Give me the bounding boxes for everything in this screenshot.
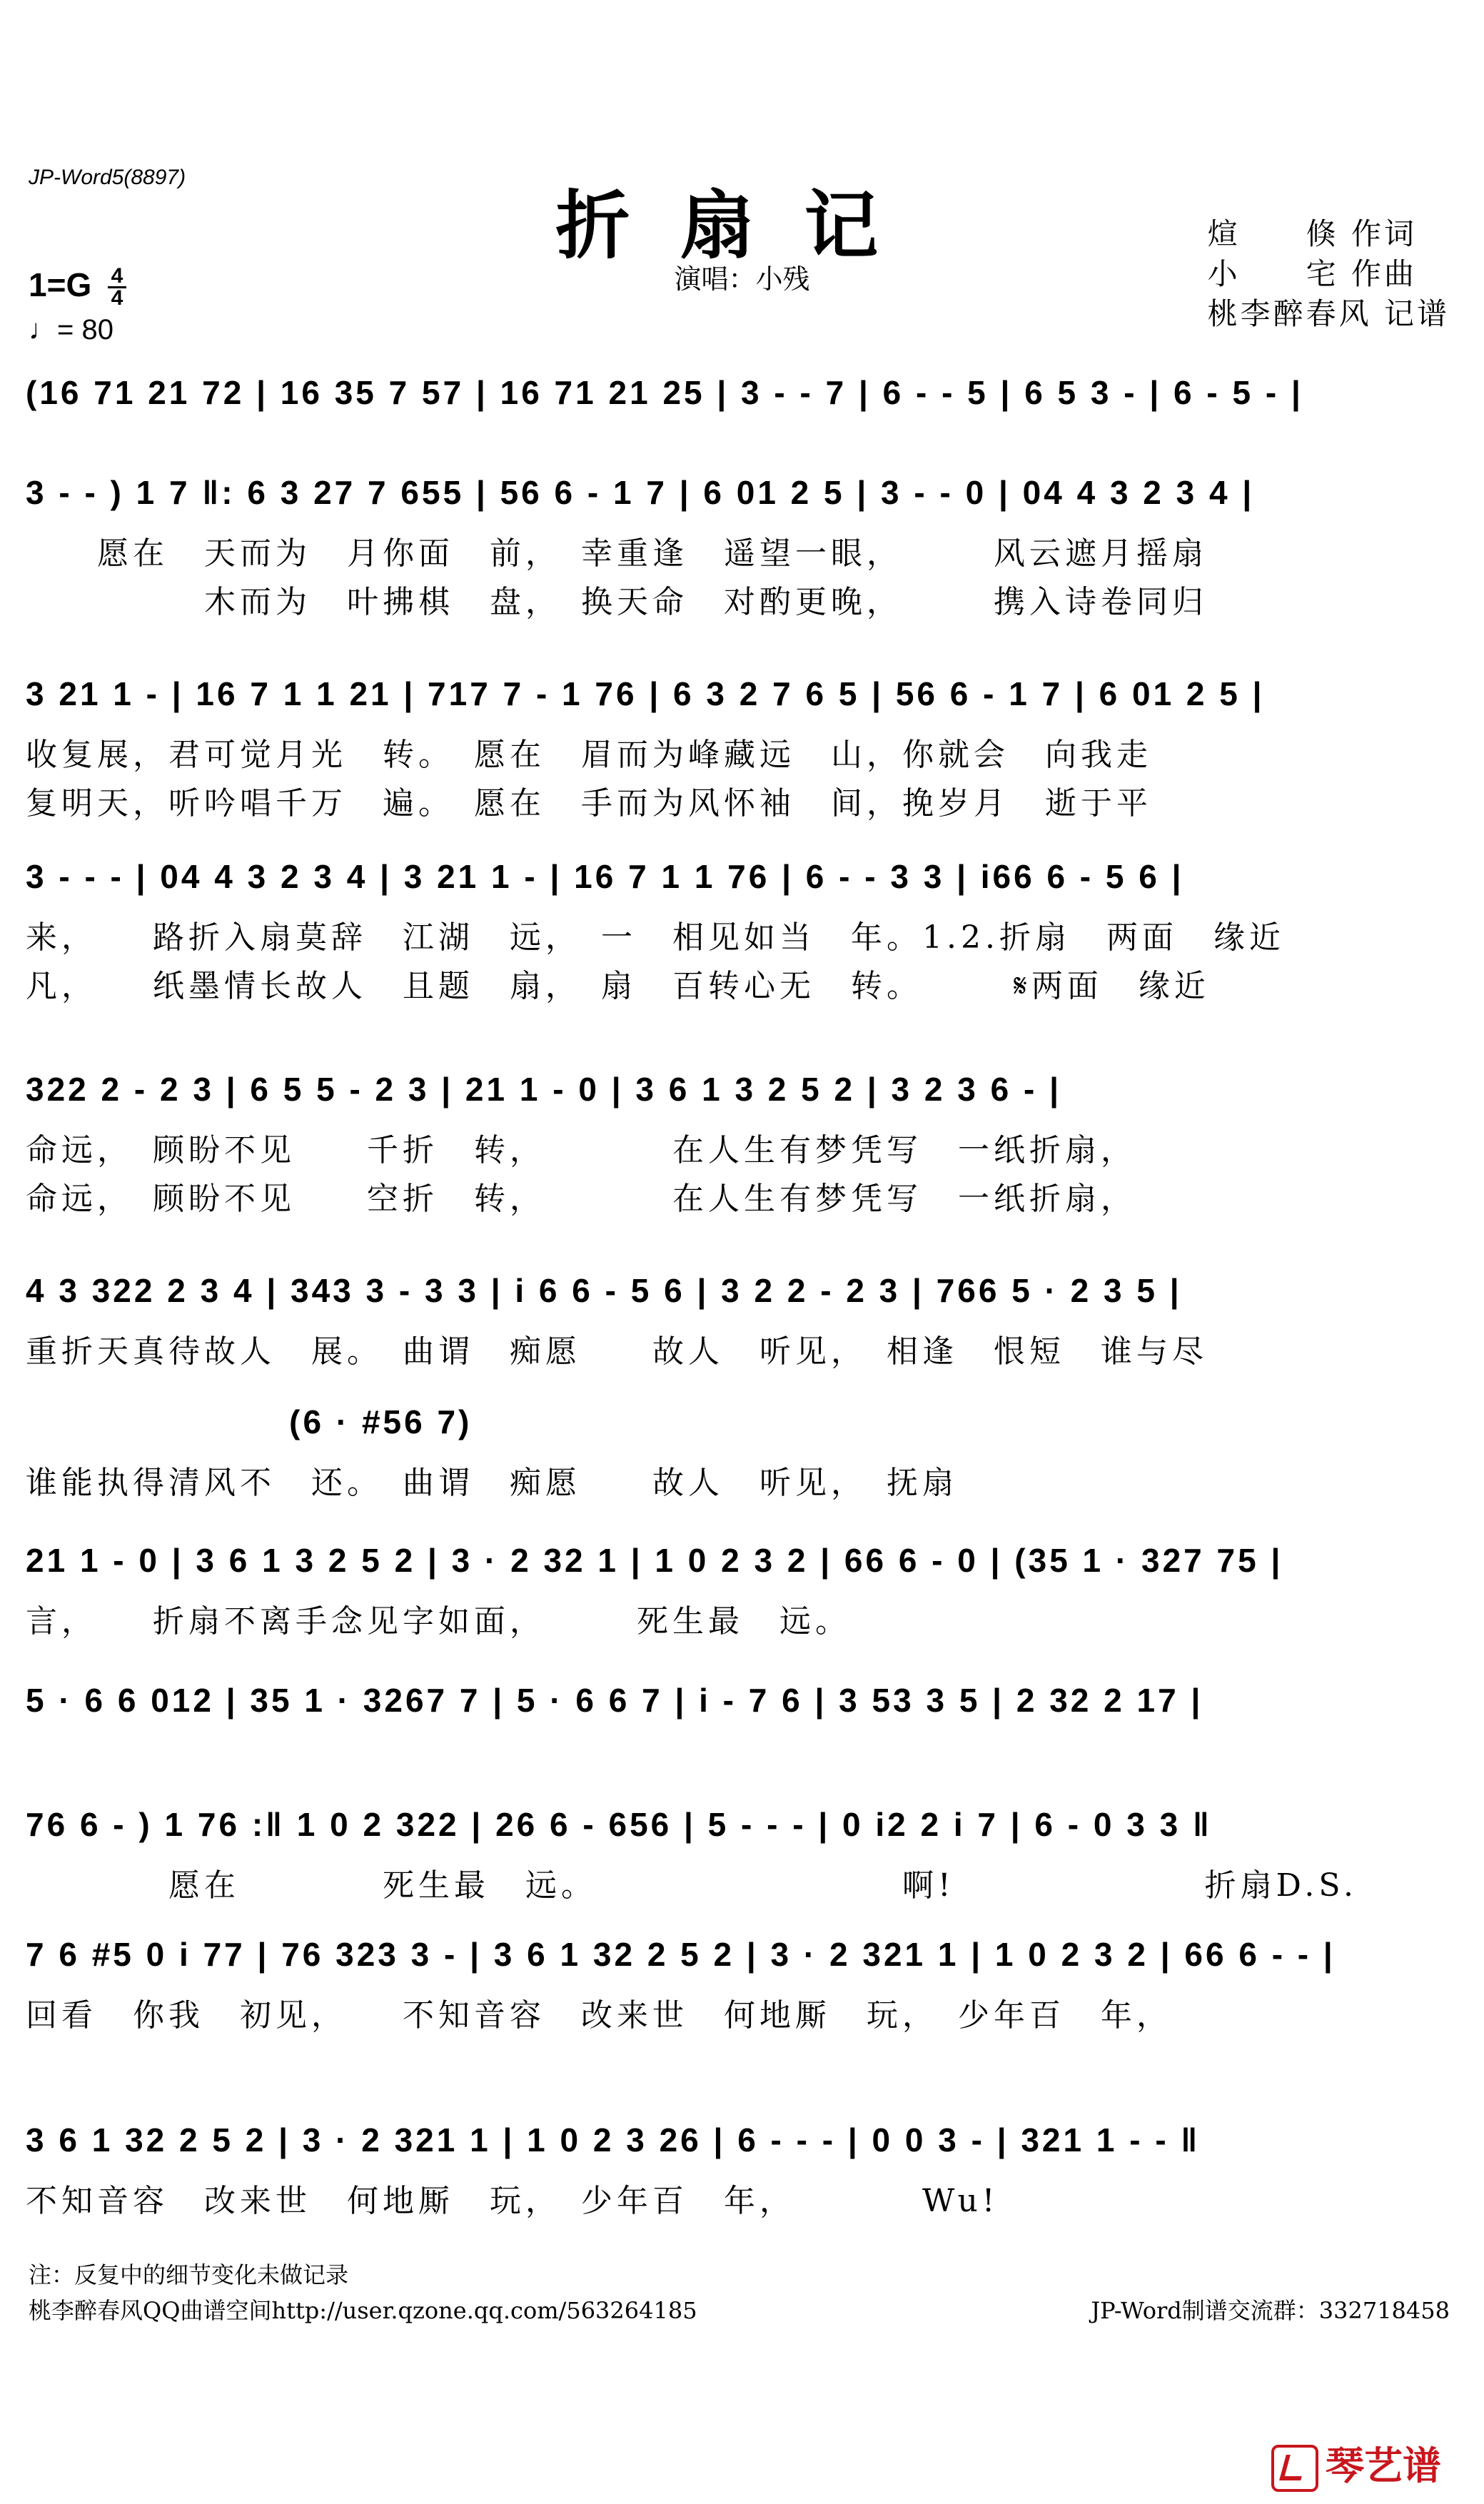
time-bottom: 4 <box>111 286 123 311</box>
brand-logo <box>1271 2435 1441 2492</box>
footer-note: 注：反复中的细节变化未做记录 <box>29 2261 349 2288</box>
lyric-line-2: 复明天，听吟唱千万 遍。 愿在 手而为风怀袖 间，挽岁月 逝于平 <box>26 785 1152 822</box>
lyric-line-1: 来， 路折入扇莫辞 江湖 远， 一 相见如当 年。1.2.折扇 两面 缘近 <box>26 919 1285 956</box>
score-system <box>26 2117 1459 2274</box>
lyric-line-1: 言， 折扇不离手念见字如面， 死生最 远。 <box>26 1603 851 1640</box>
notation-line: 3 - - - | 04 4 3 2 3 4 | 3 21 1 - | 16 7 1 1 76 | 6 - - 3 3 | i66 6 - 5 6 | <box>26 858 1184 895</box>
lyric-line-1: 愿在 天而为 月你面 前， 幸重逢 遥望一眼， 风云遮月摇扇 <box>26 535 1208 572</box>
lyric-line-1: 命远， 顾盼不见 千折 转， 在人生有梦凭写 一纸折扇， <box>26 1132 1136 1168</box>
composer-credit: 小 宅 作曲 <box>1207 256 1417 291</box>
brand-mark-icon <box>1271 2445 1318 2492</box>
lyric-line-1: 回看 你我 初见， 不知音容 改来世 何地厮 玩， 少年百 年， <box>26 1997 1172 2034</box>
notation-line: 21 1 - 0 | 3 6 1 3 2 5 2 | 3 · 2 32 1 | 1 0 2 3 2 | 66 6 - 0 | (35 1 · 327 75 | <box>26 1542 1283 1579</box>
score-system <box>26 1399 1459 1556</box>
notation-line: 3 6 1 32 2 5 2 | 3 · 2 321 1 | 1 0 2 3 26 | 6 - - - | 0 0 3 - | 321 1 - - ‖ <box>26 2121 1201 2159</box>
notation-line: 322 2 - 2 3 | 6 5 5 - 2 3 | 21 1 - 0 | 3 6 1 3 2 5 2 | 3 2 3 6 - | <box>26 1071 1061 1108</box>
key-signature <box>29 264 126 311</box>
score-system <box>26 1932 1459 2089</box>
credits <box>1208 214 1450 334</box>
lyric-line-1 <box>26 1742 1459 1782</box>
lyric-line-1 <box>26 434 1459 474</box>
key-label: 1=G <box>29 266 92 303</box>
singer-credit: 演唱：小残 <box>674 263 810 295</box>
time-signature <box>108 264 126 311</box>
lyric-line-1: 收复展，君可觉月光 转。 愿在 眉而为峰藏远 山，你就会 向我走 <box>26 737 1152 773</box>
notation-line: 3 - - ) 1 7 ‖: 6 3 27 7 655 | 56 6 - 1 7 | 6 01 2 5 | 3 - - 0 | 04 4 3 2 3 4 | <box>26 474 1255 511</box>
lyric-line-1: 重折天真待故人 展。 曲谓 痴愿 故人 听见， 相逢 恨短 谁与尽 <box>26 1333 1208 1370</box>
lyric-line-2 <box>26 2044 1459 2084</box>
source-label: JP-Word5(8897) <box>29 166 186 189</box>
lyric-line-1: 不知音容 改来世 何地厮 玩， 少年百 年， Wu! <box>26 2183 999 2219</box>
song-title: 折扇记 <box>555 181 929 269</box>
notation-line: 4 3 322 2 3 4 | 343 3 - 3 3 | i 6 6 - 5 6 | 3 2 2 - 2 3 | 766 5 · 2 3 5 | <box>26 1272 1182 1309</box>
time-top: 4 <box>111 264 123 288</box>
footer-group: JP-Word制谱交流群：332718458 <box>1091 2297 1450 2324</box>
notation-line: 5 · 6 6 012 | 35 1 · 3267 7 | 5 · 6 6 7 | i - 7 6 | 3 53 3 5 | 2 32 2 17 | <box>26 1682 1203 1719</box>
notation-line: (6 · #56 7) <box>26 1403 473 1440</box>
notation-line: (16 71 21 72 | 16 35 7 57 | 16 71 21 25 | 3 - - 7 | 6 - - 5 | 6 5 3 - | 6 - 5 - | <box>26 374 1303 411</box>
lyric-line-2: 木而为 叶拂棋 盘， 换天命 对酌更晚， 携入诗卷同归 <box>26 584 1208 620</box>
lyric-line-2: 凡， 纸墨情长故人 且题 扇， 扇 百转心无 转。 𝄋两面 缘近 <box>26 968 1210 1004</box>
score-system <box>26 1066 1459 1223</box>
notation-line: 3 21 1 - | 16 7 1 1 21 | 717 7 - 1 76 | 6 3 2 7 6 5 | 56 6 - 1 7 | 6 01 2 5 | <box>26 675 1265 712</box>
tempo-marking: ♩= 80 <box>29 314 113 345</box>
notation-line: 7 6 #5 0 i 77 | 76 323 3 - | 3 6 1 32 2 5 2 | 3 · 2 321 1 | 1 0 2 3 2 | 66 6 - - | <box>26 1936 1336 1973</box>
footer-qzone: 桃李醉春风QQ曲谱空间http://user.qzone.qq.com/563264185 <box>29 2297 697 2324</box>
brand-name: 琴艺谱 <box>1326 2443 1441 2488</box>
lyric-line-1: 愿在 死生最 远。 啊! 折扇D.S. <box>26 1867 1358 1904</box>
score-system <box>26 1538 1459 1695</box>
lyric-line-2: 命远， 顾盼不见 空折 转， 在人生有梦凭写 一纸折扇， <box>26 1181 1136 1217</box>
transcriber-credit: 桃李醉春风 记谱 <box>1207 296 1450 331</box>
score-system <box>26 671 1459 828</box>
score-system <box>26 854 1459 1011</box>
score-system <box>26 470 1459 627</box>
notation-line: 76 6 - ) 1 76 :‖ 1 0 2 322 | 26 6 - 656 | 5 - - - | 0 i2 2 i 7 | 6 - 0 3 3 ‖ <box>26 1806 1212 1843</box>
lyricist-credit: 煊 倏 作词 <box>1207 216 1417 251</box>
lyric-line-1: 谁能执得清风不 还。 曲谓 痴愿 故人 听见， 抚扇 <box>26 1465 958 1501</box>
